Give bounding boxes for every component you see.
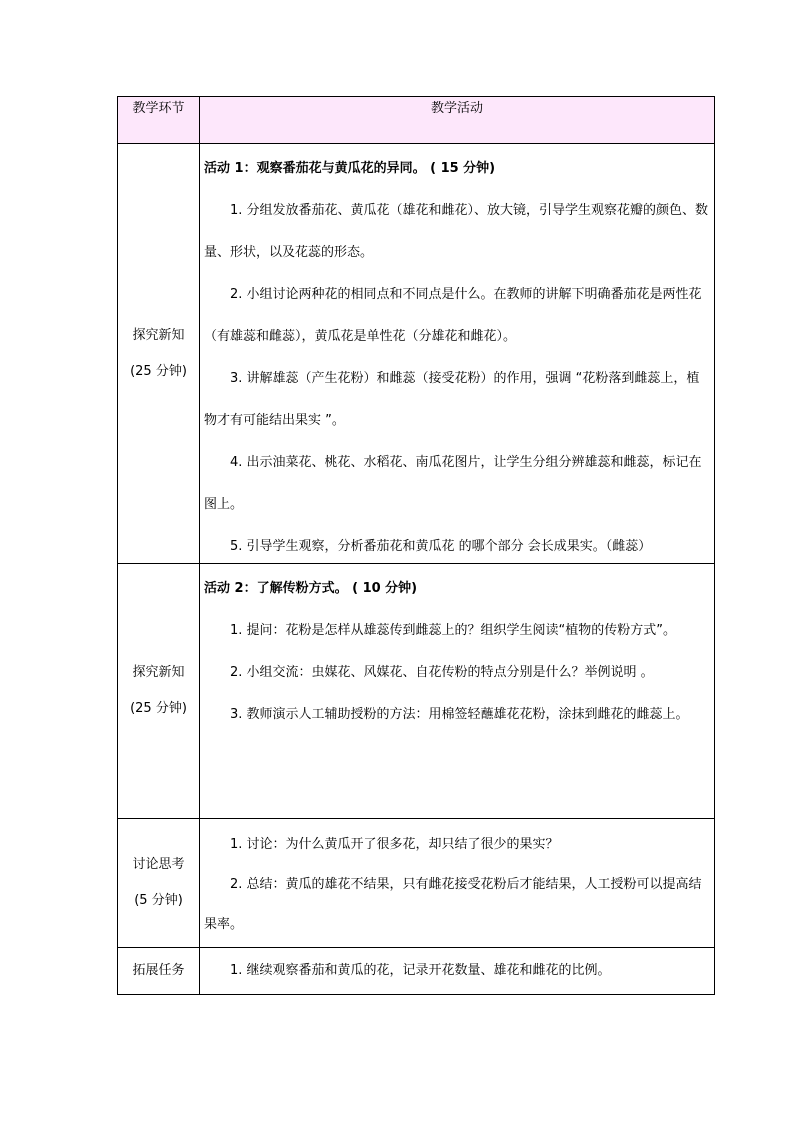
activity-paragraph: 1. 提问：花粉是怎样从雄蕊传到雌蕊上的？组织学生阅读“植物的传粉方式”。: [230, 623, 677, 638]
table-row: [118, 948, 715, 995]
activity-paragraph: 3. 教师演示人工辅助授粉的方法：用棉签轻蘸雄花花粉，涂抹到雌花的雌蕊上。: [230, 707, 689, 722]
activity-cell: [200, 948, 715, 995]
lesson-plan-table: [117, 96, 715, 995]
stage-name: 拓展任务: [132, 963, 185, 978]
activity-paragraph: 2. 小组交流：虫媒花、风媒花、自花传粉的特点分别是什么？举例说明 。: [230, 665, 654, 680]
stage-name: 讨论思考: [132, 857, 185, 872]
table-row: [118, 564, 715, 819]
activity-cell: [200, 144, 715, 564]
table-row: [118, 819, 715, 948]
stage-time: (5 分钟): [134, 893, 183, 908]
activity-paragraph: 1. 讨论：为什么黄瓜开了很多花，却只结了很少的果实？: [230, 837, 559, 852]
activity-paragraph: 2. 总结：黄瓜的雄花不结果，只有雌花接受花粉后才能结果，人工授粉可以提高结果率。: [204, 877, 702, 932]
header-activity: 教学活动: [200, 97, 715, 144]
table-row: [118, 144, 715, 564]
table-header-row: [118, 97, 715, 144]
stage-name: 探究新知: [132, 327, 185, 343]
activity-cell: [200, 564, 715, 819]
stage-cell: [118, 564, 200, 819]
activity-paragraph: 1. 分组发放番茄花、黄瓜花（雄花和雌花）、放大镜，引导学生观察花瓣的颜色、数量、形状，以及花蕊的形态。: [204, 203, 709, 260]
activity-paragraph: 4. 出示油菜花、桃花、水稻花、南瓜花图片，让学生分组分辨雄蕊和雌蕊，标记在图上。: [204, 455, 702, 512]
stage-cell: [118, 948, 200, 995]
activity-title: 活动 2：了解传粉方式。 ( 10 分钟): [204, 581, 418, 596]
activity-paragraph: 2. 小组讨论两种花的相同点和不同点是什么。在教师的讲解下明确番茄花是两性花（有雄蕊和雌蕊），黄瓜花是单性花（分雄花和雌花）。: [204, 287, 702, 344]
activity-cell: [200, 819, 715, 948]
stage-time: (25 分钟): [130, 701, 187, 716]
stage-cell: [118, 144, 200, 564]
activity-paragraph: 5. 引导学生观察，分析番茄花和黄瓜花 的哪个部分 会长成果实。（雌蕊）: [230, 539, 652, 554]
activity-paragraph: 3. 讲解雄蕊（产生花粉）和雌蕊（接受花粉）的作用，强调 “花粉落到雌蕊上，植物才有可能结出果实 ”。: [204, 371, 700, 428]
activity-title: 活动 1：观察番茄花与黄瓜花的异同。 ( 15 分钟): [204, 161, 496, 176]
stage-time: (25 分钟): [130, 363, 187, 379]
header-stage: 教学环节: [118, 97, 200, 144]
activity-paragraph: 1. 继续观察番茄和黄瓜的花，记录开花数量、雄花和雌花的比例。: [230, 963, 611, 978]
stage-name: 探究新知: [132, 665, 185, 680]
stage-cell: [118, 819, 200, 948]
